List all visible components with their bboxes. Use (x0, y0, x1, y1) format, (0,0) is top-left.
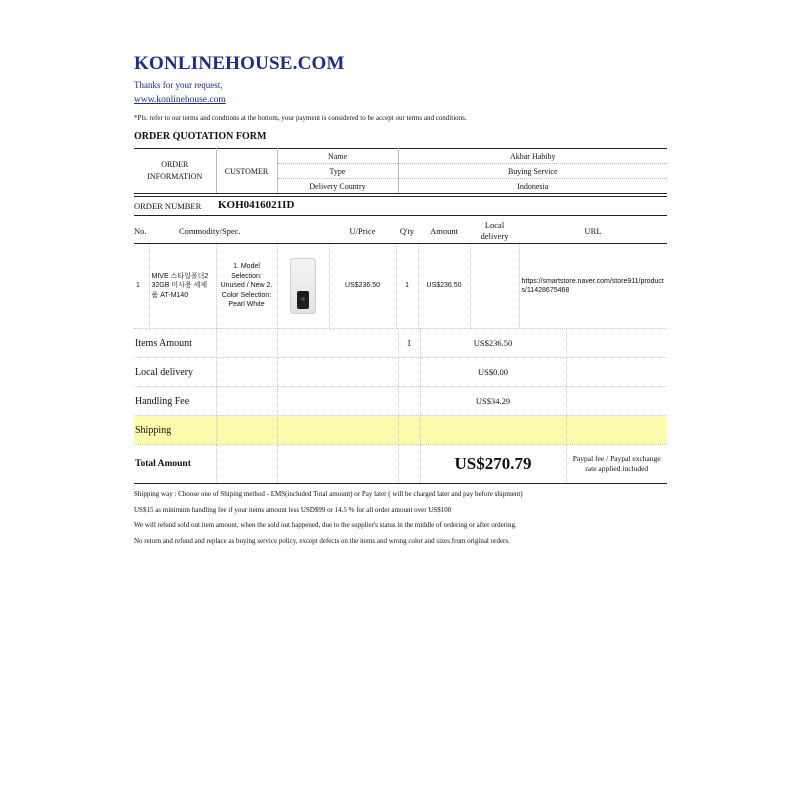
item-uprice: US$236.50 (329, 244, 396, 329)
shipping-label: Shipping (134, 416, 216, 445)
total-value: US$270.79 (420, 445, 566, 484)
item-amount: US$236.50 (418, 244, 470, 329)
summary-table (134, 329, 667, 484)
note-line: US$15 as minimum handling fee if your items amount less USD$99 or 14.5 % for all order amount over US$100 (134, 505, 452, 514)
phone-product-icon (290, 258, 316, 314)
order-number-row (134, 196, 667, 216)
shipping-value (420, 416, 566, 445)
items-amount-row (134, 329, 667, 358)
type-value: Buying Service (398, 164, 667, 179)
form-title: ORDER QUOTATION FORM (134, 131, 267, 142)
thanks-text: Thanks for your request, (134, 80, 223, 90)
order-information-label: ORDER INFORMATION (134, 149, 216, 194)
handling-fee-value: US$34.29 (420, 387, 566, 416)
shipping-row (134, 416, 667, 445)
handling-fee-row (134, 387, 667, 416)
items-table (134, 219, 667, 329)
item-name: MIVE 스타일폴더2 32GB 미사용 세제품 AT-M140 (149, 244, 216, 329)
name-label: Name (277, 149, 398, 164)
order-number-value: KOH0416021ID (218, 199, 295, 211)
col-commodity: Commodity/Spec. (149, 219, 329, 244)
col-uprice: U/Price (329, 219, 396, 244)
handling-fee-label: Handling Fee (134, 387, 216, 416)
country-value: Indonesia (398, 179, 667, 194)
item-url (519, 244, 667, 329)
items-qty: 1 (398, 329, 420, 358)
note-line: We will refund sold out item amount, when the sold out happened, due to the supplier's status in the middle of ordering or after ordering. (134, 521, 517, 530)
type-label: Type (277, 164, 398, 179)
terms-notes (134, 487, 674, 550)
paypal-note: Paypal fee / Paypal exchange rate applied included (566, 445, 667, 484)
col-amount: Amount (418, 219, 470, 244)
local-delivery-label: Local delivery (134, 358, 216, 387)
item-spec: 1. Model Selection: Unused / New 2. Color Selection: Pearl White (216, 244, 277, 329)
order-number-label: ORDER NUMBER (134, 201, 202, 211)
note-line: Shipping way : Choose one of Shiping method - EMS(included Total amount) or Pay later ( will be charged later and pay before shipment) (134, 490, 523, 498)
local-delivery-value: US$0.00 (420, 358, 566, 387)
country-label: Delivery Country (277, 179, 398, 194)
item-image (277, 244, 329, 329)
col-local-delivery: Local delivery (470, 219, 519, 244)
note-line: No return and refund and replace as buying service policy, except defects on the items and wrong color and sizes from original orders. (134, 537, 510, 546)
order-info-table (134, 148, 667, 194)
items-amount-label: Items Amount (134, 329, 216, 358)
website-link[interactable]: www.konlinehouse.com (134, 95, 226, 105)
col-url: URL (519, 219, 667, 244)
customer-label: CUSTOMER (216, 149, 277, 194)
items-amount-value: US$236.50 (420, 329, 566, 358)
total-label: Total Amount (134, 445, 216, 484)
terms-note: *Pls. refer to our terms and condtions at the bottom, your payment is considered to be accept our terms and conditions. (134, 114, 467, 122)
table-row (134, 244, 667, 329)
item-no: 1 (134, 244, 149, 329)
name-value: Akbar Habiby (398, 149, 667, 164)
total-row (134, 445, 667, 484)
brand-title: KONLINEHOUSE.COM (134, 53, 345, 74)
local-delivery-row (134, 358, 667, 387)
item-qty: 1 (396, 244, 418, 329)
col-qty: Q'ty (396, 219, 418, 244)
col-no: No. (134, 219, 149, 244)
item-local-delivery (470, 244, 519, 329)
item-url-link[interactable]: https://smartstore.naver.com/store911/products/11428675468 (521, 277, 664, 294)
